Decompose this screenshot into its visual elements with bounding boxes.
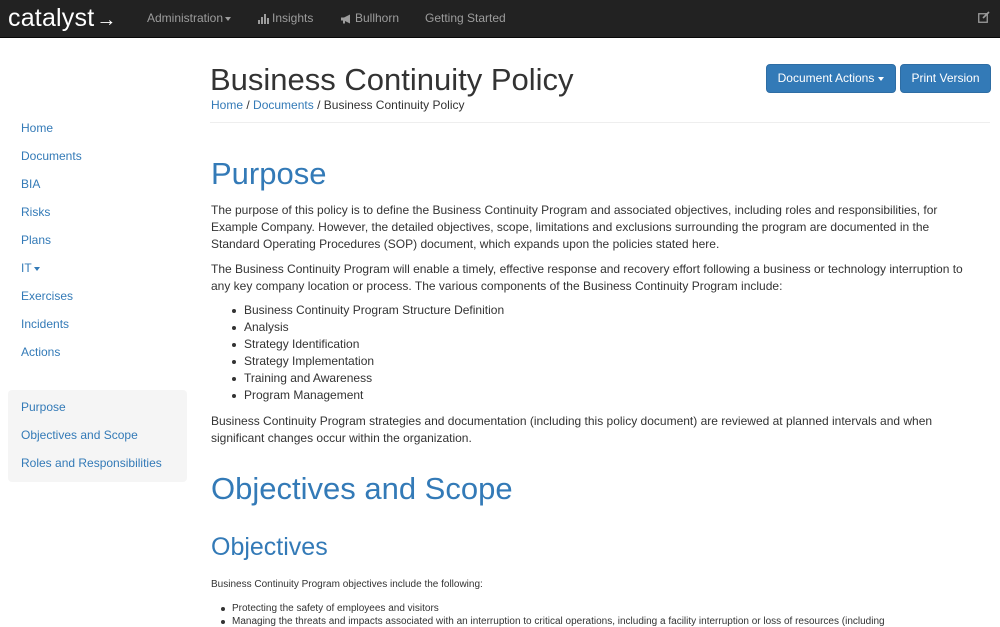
breadcrumb-documents[interactable]: Documents [253, 98, 314, 112]
sidebar-nav [0, 114, 200, 470]
nav-getting-started-label: Getting Started [425, 11, 506, 25]
breadcrumb-current: Business Continuity Policy [323, 98, 465, 112]
sidebar-item-home[interactable]: Home [21, 121, 54, 135]
sidebar-item-bia[interactable]: BIA [21, 177, 41, 191]
purpose-paragraph-3: Business Continuity Program strategies and documentation (including this policy document) are reviewed at planned intervals and when significant changes occur within the organization. [211, 414, 933, 445]
nav-administration-label: Administration [147, 11, 224, 25]
list-item: Managing the threats and impacts associated with an interruption to critical operations, including a facility interruption or loss of resources (including [211, 615, 885, 627]
table-of-contents [8, 390, 187, 482]
list-item: Analysis [211, 319, 504, 336]
list-item: Training and Awareness [211, 370, 504, 387]
nav-getting-started[interactable] [425, 0, 506, 38]
sidebar-item-risks[interactable]: Risks [21, 205, 51, 219]
chevron-down-icon [878, 77, 884, 81]
page-title: Business Continuity Policy [210, 62, 574, 97]
list-item: Strategy Identification [211, 336, 504, 353]
chevron-down-icon [225, 17, 231, 21]
breadcrumb-separator: / [246, 98, 250, 112]
objectives-list [211, 602, 885, 627]
chevron-down-icon [34, 267, 40, 271]
header-divider [210, 122, 990, 123]
breadcrumb-separator: / [317, 98, 321, 112]
bar-chart-icon [258, 14, 269, 24]
document-actions-label: Document Actions [777, 71, 875, 85]
list-item: Strategy Implementation [211, 353, 504, 370]
print-version-button[interactable] [900, 64, 991, 93]
purpose-paragraph-1: The purpose of this policy is to define the Business Continuity Program and associated objectives, including roles and responsibilities, for Example Company. However, the detailed objectives, scope, limitations and exclusions surrounding the program are documented in the Standard Operating Procedures (SOP) document, which expands upon the policies stated here. [211, 203, 938, 251]
sidebar-item-exercises[interactable]: Exercises [21, 289, 74, 303]
nav-administration[interactable] [147, 0, 231, 38]
top-navbar [0, 0, 1000, 38]
nav-bullhorn[interactable] [340, 0, 399, 38]
brand-arrow: → [96, 9, 117, 31]
print-version-label: Print Version [911, 71, 980, 85]
components-list [211, 302, 504, 404]
nav-insights[interactable] [258, 0, 313, 38]
edit-icon[interactable] [978, 11, 990, 23]
objectives-intro: Business Continuity Program objectives include the following: [211, 579, 483, 590]
section-heading-objectives-and-scope: Objectives and Scope [211, 471, 513, 506]
brand-name: catalyst [8, 4, 95, 32]
toc-item-roles-and-responsibilities[interactable]: Roles and Responsibilities [21, 456, 162, 470]
sidebar-item-actions[interactable]: Actions [21, 345, 61, 359]
sidebar-item-incidents[interactable]: Incidents [21, 317, 70, 331]
purpose-paragraph-2: The Business Continuity Program will enable a timely, effective response and recovery effort following a business or technology interruption to any key company location or process. The various components of the Business Continuity Program include: [211, 262, 963, 293]
section-heading-purpose: Purpose [211, 156, 327, 191]
toc-item-objectives-and-scope[interactable]: Objectives and Scope [21, 428, 138, 442]
sidebar-item-plans[interactable]: Plans [21, 233, 52, 247]
breadcrumb-home[interactable]: Home [211, 98, 244, 112]
subsection-heading-objectives: Objectives [211, 533, 328, 561]
document-actions-button[interactable] [766, 64, 896, 93]
list-item: Business Continuity Program Structure Definition [211, 302, 504, 319]
sidebar-item-documents[interactable]: Documents [21, 149, 82, 163]
nav-insights-label: Insights [272, 11, 314, 25]
breadcrumb [211, 98, 465, 113]
list-item: Protecting the safety of employees and visitors [211, 602, 885, 615]
brand-logo[interactable] [8, 3, 117, 35]
toc-item-purpose[interactable]: Purpose [21, 400, 66, 414]
sidebar-item-it[interactable] [0, 254, 200, 282]
bullhorn-icon [340, 14, 352, 24]
nav-bullhorn-label: Bullhorn [355, 11, 400, 25]
sidebar-item-it-label: IT [21, 261, 32, 275]
list-item: Program Management [211, 387, 504, 404]
